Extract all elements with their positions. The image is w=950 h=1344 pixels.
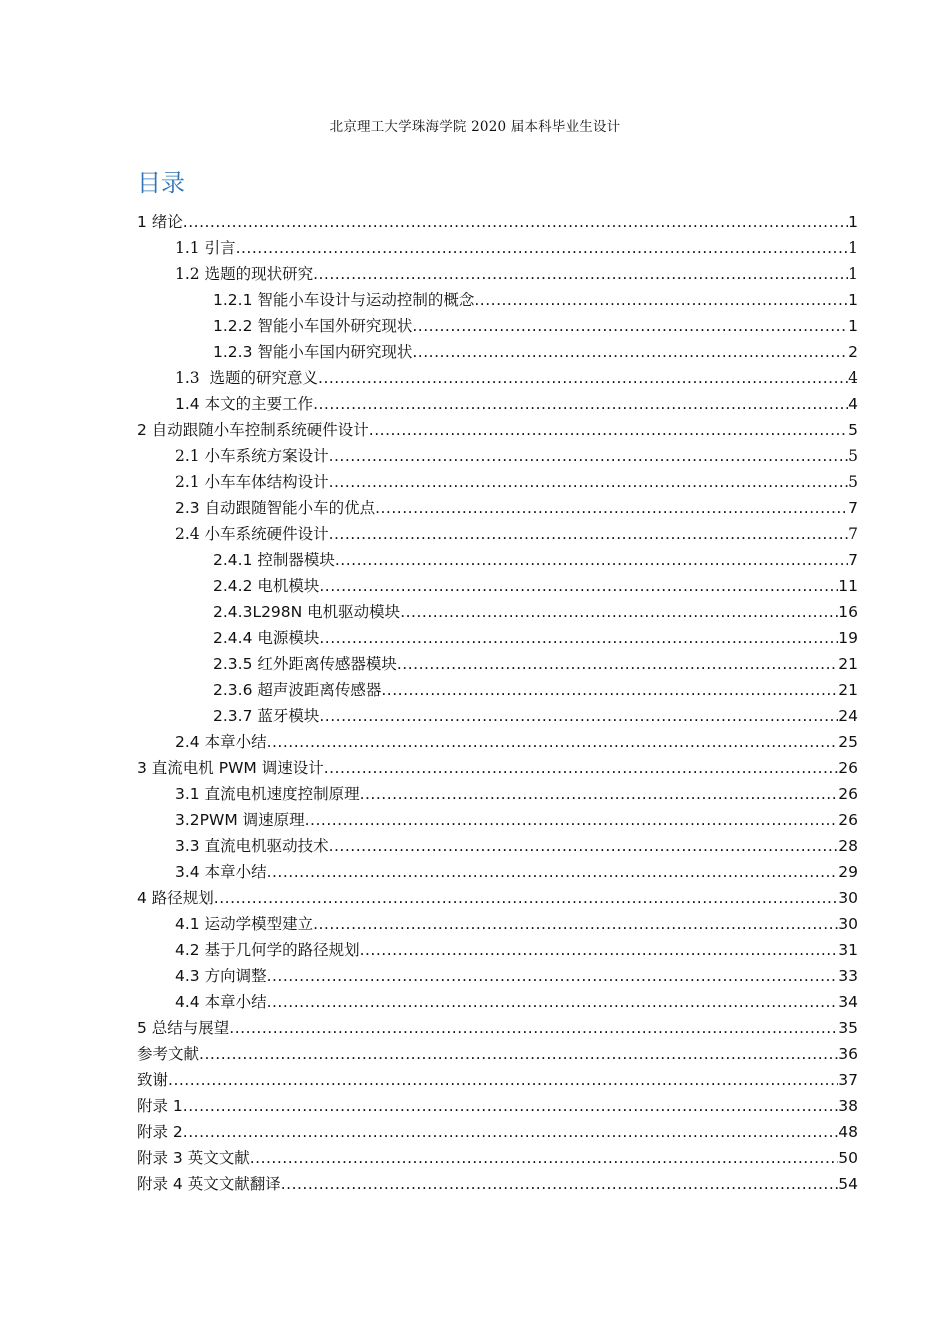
toc-entry-page-number: 11 — [838, 577, 858, 595]
toc-entry[interactable] — [0, 235, 950, 261]
toc-dot-leader — [335, 547, 848, 573]
toc-entry[interactable] — [0, 703, 950, 729]
toc-entry[interactable] — [0, 963, 950, 989]
toc-dot-leader — [360, 781, 839, 807]
toc-entry-label: 2.4.1 控制器模块 — [213, 551, 335, 569]
toc-dot-leader — [324, 755, 839, 781]
toc-entry-page-number: 1 — [848, 213, 858, 231]
toc-entry-page-number: 33 — [838, 967, 858, 985]
toc-entry-label: 3.3 直流电机驱动技术 — [175, 837, 329, 855]
toc-entry-page-number: 1 — [848, 291, 858, 309]
toc-entry[interactable] — [0, 209, 950, 235]
toc-entry[interactable] — [0, 339, 950, 365]
toc-entry-label: 4.3 方向调整 — [175, 967, 267, 985]
toc-entry-page-number: 4 — [848, 395, 858, 413]
toc-dot-leader — [281, 1171, 839, 1197]
toc-dot-leader — [381, 677, 838, 703]
toc-dot-leader — [305, 807, 839, 833]
toc-entry-page-number: 31 — [838, 941, 858, 959]
toc-entry[interactable] — [0, 885, 950, 911]
toc-entry[interactable] — [0, 755, 950, 781]
toc-entry-label: 3.1 直流电机速度控制原理 — [175, 785, 360, 803]
toc-dot-leader — [400, 599, 838, 625]
toc-entry[interactable] — [0, 443, 950, 469]
toc-dot-leader — [375, 495, 848, 521]
toc-dot-leader — [236, 235, 849, 261]
toc-entry[interactable] — [0, 833, 950, 859]
toc-entry-label: 2.4 本章小结 — [175, 733, 267, 751]
toc-entry[interactable] — [0, 1041, 950, 1067]
toc-entry-label: 附录 1 — [137, 1097, 183, 1115]
toc-entry-label: 2.3 自动跟随智能小车的优点 — [175, 499, 376, 517]
toc-entry-label: 2 自动跟随小车控制系统硬件设计 — [137, 421, 369, 439]
toc-entry[interactable] — [0, 807, 950, 833]
toc-entry-label: 附录 2 — [137, 1123, 183, 1141]
toc-dot-leader — [319, 573, 838, 599]
toc-entry-label: 3 直流电机 PWM 调速设计 — [137, 759, 324, 777]
toc-entry-label: 致谢 — [137, 1071, 169, 1089]
toc-entry-page-number: 1 — [848, 317, 858, 335]
toc-entry-page-number: 38 — [838, 1097, 858, 1115]
toc-entry-page-number: 2 — [848, 343, 858, 361]
toc-dot-leader — [329, 521, 849, 547]
toc-entry-page-number: 1 — [848, 239, 858, 257]
toc-entry-label: 1.1 引言 — [175, 239, 236, 257]
toc-entry[interactable] — [0, 1067, 950, 1093]
toc-entry-label: 2.3.5 红外距离传感器模块 — [213, 655, 397, 673]
toc-entry[interactable] — [0, 261, 950, 287]
toc-dot-leader — [313, 261, 848, 287]
toc-entry[interactable] — [0, 781, 950, 807]
toc-entry-label: 1.2.1 智能小车设计与运动控制的概念 — [213, 291, 475, 309]
toc-entry-page-number: 35 — [838, 1019, 858, 1037]
toc-entry[interactable] — [0, 495, 950, 521]
toc-entry[interactable] — [0, 365, 950, 391]
toc-entry[interactable] — [0, 521, 950, 547]
toc-entry[interactable] — [0, 417, 950, 443]
toc-dot-leader — [412, 339, 848, 365]
toc-entry[interactable] — [0, 313, 950, 339]
toc-dot-leader — [369, 417, 848, 443]
toc-entry-page-number: 34 — [838, 993, 858, 1011]
toc-entry-page-number: 7 — [848, 525, 858, 543]
toc-entry-label: 2.1 小车车体结构设计 — [175, 473, 329, 491]
toc-entry[interactable] — [0, 989, 950, 1015]
toc-entry[interactable] — [0, 1093, 950, 1119]
toc-dot-leader — [412, 313, 848, 339]
toc-entry-page-number: 48 — [838, 1123, 858, 1141]
toc-entry-label: 1.4 本文的主要工作 — [175, 395, 314, 413]
toc-entry[interactable] — [0, 859, 950, 885]
toc-title: 目录 — [137, 169, 185, 197]
toc-dot-leader — [168, 1067, 838, 1093]
toc-dot-leader — [183, 1119, 838, 1145]
toc-dot-leader — [313, 911, 838, 937]
toc-dot-leader — [183, 1093, 838, 1119]
toc-dot-leader — [474, 287, 848, 313]
toc-entry-label: 4 路径规划 — [137, 889, 214, 907]
toc-entry-page-number: 36 — [838, 1045, 858, 1063]
table-of-contents — [0, 209, 950, 1197]
toc-entry[interactable] — [0, 287, 950, 313]
toc-entry-page-number: 19 — [838, 629, 858, 647]
toc-entry-page-number: 26 — [838, 785, 858, 803]
toc-entry-page-number: 7 — [848, 499, 858, 517]
toc-dot-leader — [267, 859, 839, 885]
toc-entry-label: 参考文献 — [137, 1045, 200, 1063]
toc-entry[interactable] — [0, 625, 950, 651]
toc-entry-label: 4.1 运动学模型建立 — [175, 915, 314, 933]
toc-entry[interactable] — [0, 677, 950, 703]
toc-entry-page-number: 30 — [838, 915, 858, 933]
toc-entry[interactable] — [0, 911, 950, 937]
toc-dot-leader — [199, 1041, 838, 1067]
toc-entry-label: 1.3 选题的研究意义 — [175, 369, 319, 387]
toc-entry-page-number: 24 — [838, 707, 858, 725]
toc-entry-label: 1.2.3 智能小车国内研究现状 — [213, 343, 413, 361]
toc-entry-label: 3.4 本章小结 — [175, 863, 267, 881]
toc-entry-label: 2.1 小车系统方案设计 — [175, 447, 329, 465]
toc-dot-leader — [318, 365, 848, 391]
toc-entry[interactable] — [0, 573, 950, 599]
toc-dot-leader — [329, 443, 849, 469]
toc-entry[interactable] — [0, 651, 950, 677]
toc-entry-page-number: 26 — [838, 811, 858, 829]
toc-entry-page-number: 5 — [848, 421, 858, 439]
toc-dot-leader — [313, 391, 848, 417]
toc-entry-label: 附录 4 英文文献翻译 — [137, 1175, 281, 1193]
toc-dot-leader — [183, 209, 848, 235]
toc-entry[interactable] — [0, 937, 950, 963]
toc-entry-page-number: 50 — [838, 1149, 858, 1167]
toc-entry-label: 2.4.2 电机模块 — [213, 577, 320, 595]
toc-entry[interactable] — [0, 1119, 950, 1145]
toc-entry-page-number: 54 — [838, 1175, 858, 1193]
toc-dot-leader — [250, 1145, 839, 1171]
toc-entry-page-number: 30 — [838, 889, 858, 907]
toc-entry-label: 1.2.2 智能小车国外研究现状 — [213, 317, 413, 335]
toc-dot-leader — [329, 469, 849, 495]
toc-entry[interactable] — [0, 391, 950, 417]
toc-entry-label: 2.3.6 超声波距离传感器 — [213, 681, 382, 699]
toc-entry-label: 2.4 小车系统硬件设计 — [175, 525, 329, 543]
toc-entry-page-number: 37 — [838, 1071, 858, 1089]
toc-entry-page-number: 5 — [848, 447, 858, 465]
toc-entry-page-number: 28 — [838, 837, 858, 855]
toc-dot-leader — [397, 651, 838, 677]
toc-dot-leader — [229, 1015, 838, 1041]
toc-entry[interactable] — [0, 1145, 950, 1171]
toc-entry-label: 2.4.3L298N 电机驱动模块 — [213, 603, 401, 621]
toc-dot-leader — [319, 703, 838, 729]
toc-dot-leader — [360, 937, 839, 963]
toc-entry-label: 1.2 选题的现状研究 — [175, 265, 314, 283]
toc-entry-label: 5 总结与展望 — [137, 1019, 230, 1037]
toc-entry-label: 2.3.7 蓝牙模块 — [213, 707, 320, 725]
toc-entry-page-number: 1 — [848, 265, 858, 283]
toc-entry-page-number: 4 — [848, 369, 858, 387]
toc-entry[interactable] — [0, 729, 950, 755]
toc-entry-page-number: 7 — [848, 551, 858, 569]
toc-dot-leader — [267, 963, 839, 989]
toc-dot-leader — [214, 885, 838, 911]
toc-entry-label: 1 绪论 — [137, 213, 183, 231]
toc-entry[interactable] — [0, 1015, 950, 1041]
toc-entry-page-number: 26 — [838, 759, 858, 777]
toc-entry[interactable] — [0, 547, 950, 573]
toc-entry[interactable] — [0, 599, 950, 625]
toc-entry[interactable] — [0, 1171, 950, 1197]
toc-entry-label: 4.2 基于几何学的路径规划 — [175, 941, 360, 959]
toc-entry-page-number: 5 — [848, 473, 858, 491]
toc-dot-leader — [319, 625, 838, 651]
toc-entry-page-number: 21 — [838, 655, 858, 673]
toc-entry-label: 4.4 本章小结 — [175, 993, 267, 1011]
toc-entry-label: 2.4.4 电源模块 — [213, 629, 320, 647]
toc-dot-leader — [267, 989, 839, 1015]
page-header: 北京理工大学珠海学院 2020 届本科毕业生设计 — [329, 119, 621, 135]
toc-entry-label: 3.2PWM 调速原理 — [175, 811, 305, 829]
toc-entry-page-number: 16 — [838, 603, 858, 621]
toc-entry-page-number: 25 — [838, 733, 858, 751]
toc-entry[interactable] — [0, 469, 950, 495]
toc-dot-leader — [267, 729, 839, 755]
toc-dot-leader — [329, 833, 839, 859]
toc-entry-label: 附录 3 英文文献 — [137, 1149, 250, 1167]
toc-entry-page-number: 29 — [838, 863, 858, 881]
toc-entry-page-number: 21 — [838, 681, 858, 699]
